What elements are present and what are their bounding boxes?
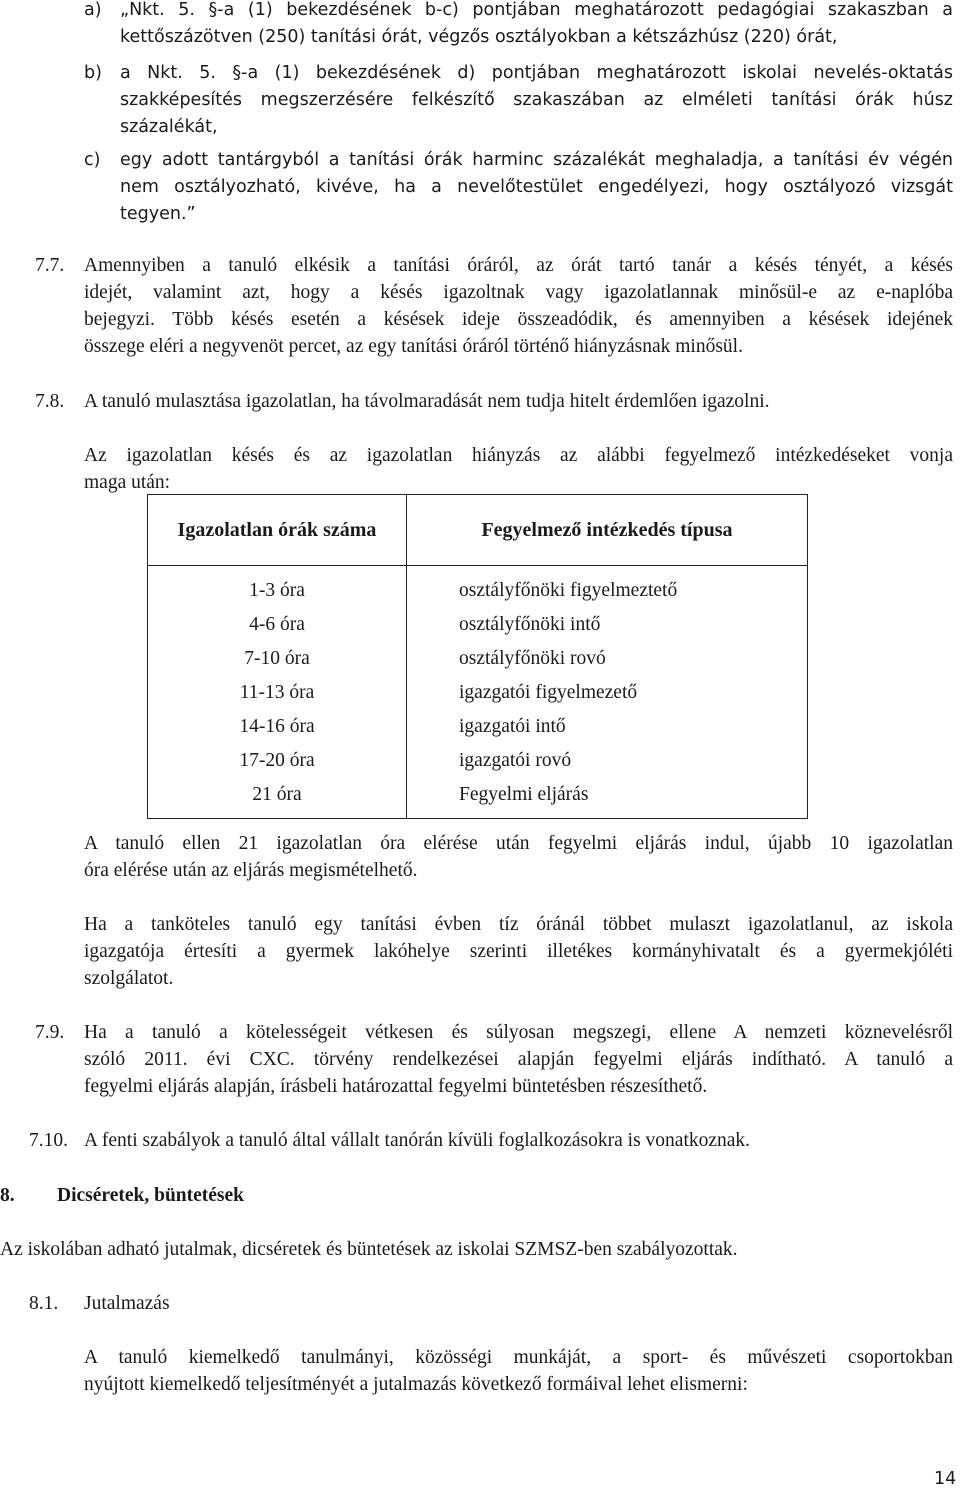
table-body-row (148, 566, 808, 819)
list-label-c: c) (84, 150, 101, 170)
paragraph-line: A tanuló ellen 21 igazolatlan óra elérése után fegyelmi eljárás indul, újabb 10 igazolatlan (84, 833, 953, 854)
paragraph-line: Amennyiben a tanuló elkésik a tanítási óráról, az órát tartó tanár a késés tényét, a késés (84, 255, 953, 276)
list-label-a: a) (84, 0, 102, 20)
column-header-measure: Fegyelmező intézkedés típusa (407, 495, 808, 566)
paragraph-line: bejegyzi. Több késés esetén a késések ideje összeadódik, és amennyiben a késések idejének (84, 309, 953, 330)
list-label-b: b) (84, 63, 102, 83)
list-b-line-1: a Nkt. 5. §-a (1) bekezdésének d) pontjában meghatározott iskolai nevelés-oktatás (120, 63, 953, 83)
paragraph-line: A tanuló mulasztása igazolatlan, ha távolmaradását nem tudja hitelt érdemlően igazolni. (84, 391, 770, 412)
list-c-line-2: nem osztályozható, kivéve, ha a nevelőtestület engedélyezi, hogy osztályozó vizsgát (120, 177, 953, 197)
table-cell: osztályfőnöki rovó (459, 648, 606, 669)
table-cell: 17-20 óra (239, 750, 315, 771)
table-cell: igazgatói figyelmezető (459, 682, 638, 703)
section-number: 8. (0, 1185, 15, 1206)
list-a-line-1: „Nkt. 5. §-a (1) bekezdésének b-c) pontjában meghatározott pedagógiai szakaszban a (120, 0, 953, 20)
paragraph-line: összege eléri a negyvenöt percet, az egy tanítási óráról történő hiányzásnak minősül. (84, 336, 743, 357)
paragraph-line: Az igazolatlan késés és az igazolatlan hiányzás az alábbi fegyelmező intézkedéseket vonja (84, 445, 953, 466)
table-cell: 7-10 óra (244, 648, 310, 669)
hours-column (148, 566, 407, 819)
paragraph-line: Az iskolában adható jutalmak, dicséretek és büntetések az iskolai SZMSZ-ben szabályozottak. (0, 1239, 738, 1260)
paragraph-line: nyújtott kiemelkedő teljesítményét a jutalmazás következő formáival lehet elismerni: (84, 1374, 748, 1395)
list-b-line-2: szakképesítés megszerzésére felkészítő szakaszában az elméleti tanítási órák húsz (120, 90, 953, 110)
list-b-line-3: százalékát, (120, 117, 218, 137)
column-header-hours: Igazolatlan órák száma (148, 495, 407, 566)
discipline-table (147, 494, 808, 819)
page-number: 14 (934, 1469, 957, 1489)
section-number: 8.1. (29, 1293, 59, 1314)
paragraph-line: Ha a tanköteles tanuló egy tanítási évben tíz óránál többet mulaszt igazolatlanul, az iskola (84, 914, 953, 935)
list-c-line-1: egy adott tantárgyból a tanítási órák harminc százalékát meghaladja, a tanítási év végén (120, 150, 953, 170)
paragraph-line: idejét, valamint azt, hogy a késés igazoltnak vagy igazolatlannak minősül-e az e-naplóba (84, 282, 953, 303)
list-a-line-2: kettőszázötven (250) tanítási órát, végzős osztályokban a kétszázhúsz (220) órát, (120, 27, 838, 47)
section-number: 7.8. (35, 391, 65, 412)
section-number: 7.7. (35, 255, 65, 276)
section-number: 7.9. (35, 1022, 65, 1043)
paragraph-line: igazgatója értesíti a gyermek lakóhelye szerinti illetékes kormányhivatalt és a gyermekjóléti (84, 941, 953, 962)
paragraph-line: Ha a tanuló a kötelességeit vétkesen és súlyosan megszegi, ellene A nemzeti köznevelésről (84, 1022, 953, 1043)
section-title: Jutalmazás (84, 1293, 170, 1314)
table-header-row (148, 495, 808, 566)
table-cell: 4-6 óra (249, 614, 305, 635)
paragraph-line: óra elérése után az eljárás megismételhető. (84, 860, 418, 881)
list-c-line-3: tegyen.” (120, 204, 196, 224)
table-cell: 11-13 óra (239, 682, 315, 703)
section-title: Dicséretek, büntetések (57, 1185, 245, 1206)
measure-column (407, 566, 808, 819)
paragraph-line: A fenti szabályok a tanuló által vállalt tanórán kívüli foglalkozásokra is vonatkoznak. (84, 1130, 751, 1151)
table-cell: Fegyelmi eljárás (459, 784, 589, 805)
section-number: 7.10. (29, 1130, 68, 1151)
table-cell: 21 óra (252, 784, 302, 805)
table-cell: osztályfőnöki figyelmeztető (459, 580, 678, 601)
table-cell: osztályfőnöki intő (459, 614, 601, 635)
paragraph-line: fegyelmi eljárás alapján, írásbeli határozattal fegyelmi büntetésben részesíthető. (84, 1076, 708, 1097)
table-cell: 14-16 óra (239, 716, 315, 737)
paragraph-line: szolgálatot. (84, 968, 174, 989)
paragraph-line: A tanuló kiemelkedő tanulmányi, közösségi munkáját, a sport- és művészeti csoportokban (84, 1347, 953, 1368)
table-cell: igazgatói intő (459, 716, 566, 737)
table-cell: 1-3 óra (249, 580, 305, 601)
paragraph-line: maga után: (84, 472, 171, 493)
table-cell: igazgatói rovó (459, 750, 572, 771)
paragraph-line: szóló 2011. évi CXC. törvény rendelkezései alapján fegyelmi eljárás indítható. A tanuló a (84, 1049, 953, 1070)
